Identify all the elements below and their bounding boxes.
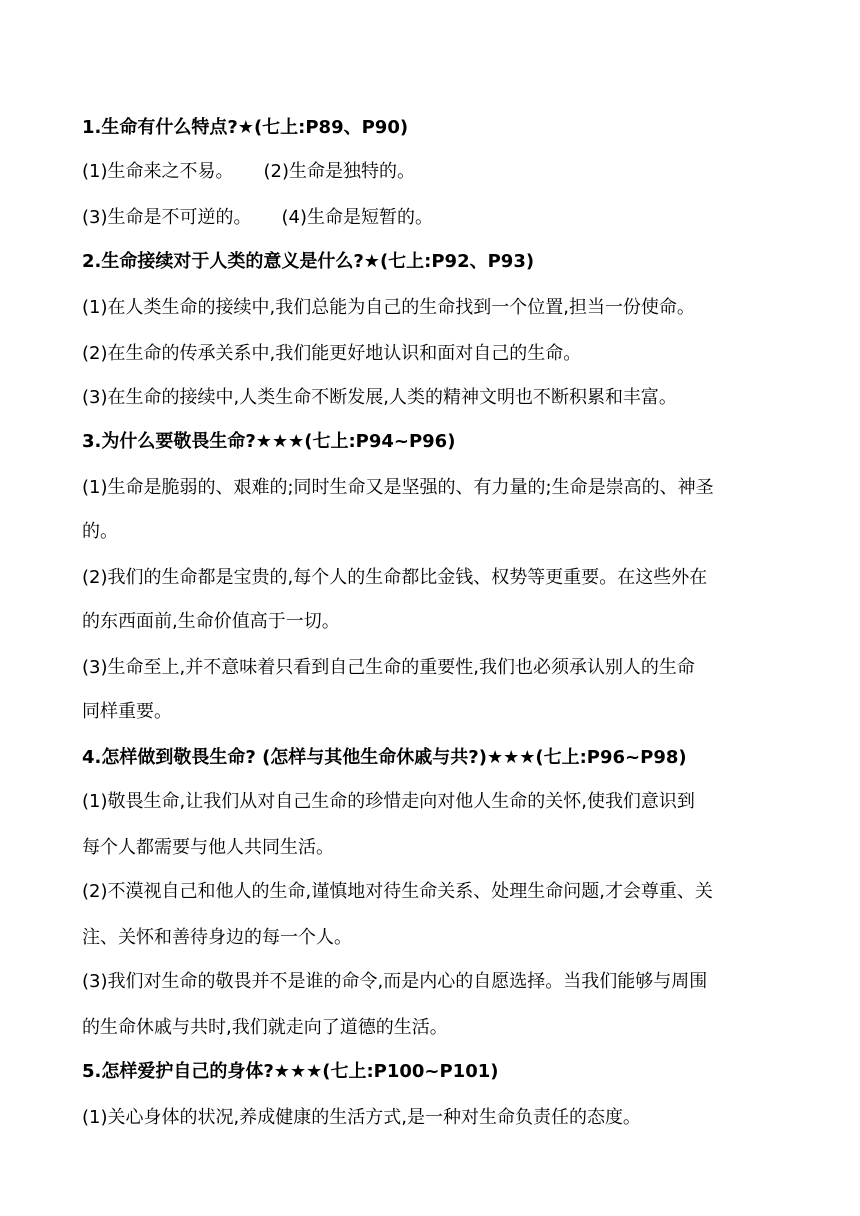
list-item: (2)不漠视自己和他人的生命,谨慎地对待生命关系、处理生命问题,才会尊重、关: [82, 881, 713, 902]
list-item: (1)生命是脆弱的、艰难的;同时生命又是坚强的、有力量的;生命是崇高的、神圣: [82, 477, 714, 498]
list-item-continuation: 的。: [82, 521, 118, 542]
list-item: (4)生命是短暂的。: [281, 207, 433, 228]
list-item: (1)敬畏生命,让我们从对自己生命的珍惜走向对他人生命的关怀,使我们意识到: [82, 791, 695, 812]
list-item: (3)在生命的接续中,人类生命不断发展,人类的精神文明也不断积累和丰富。: [82, 387, 677, 408]
section-heading: 1.生命有什么特点?★(七上:P89、P90): [82, 117, 409, 138]
list-item-continuation: 注、关怀和善待身边的每一个人。: [82, 927, 352, 948]
section-heading: 4.怎样做到敬畏生命? (怎样与其他生命休戚与共?)★★★(七上:P96~P98): [82, 747, 687, 768]
list-item: (3)生命是不可逆的。: [82, 207, 252, 228]
list-item: (3)我们对生命的敬畏并不是谁的命令,而是内心的自愿选择。当我们能够与周围: [82, 971, 708, 992]
list-item-continuation: 的生命休戚与共时,我们就走向了道德的生活。: [82, 1017, 448, 1038]
section-heading: 5.怎样爱护自己的身体?★★★(七上:P100~P101): [82, 1061, 499, 1082]
list-item-row: [82, 206, 782, 230]
list-item: (2)我们的生命都是宝贵的,每个人的生命都比金钱、权势等更重要。在这些外在: [82, 567, 708, 588]
list-item: (2)生命是独特的。: [263, 161, 415, 182]
list-item: (1)关心身体的状况,养成健康的生活方式,是一种对生命负责任的态度。: [82, 1107, 641, 1128]
list-item-continuation: 每个人都需要与他人共同生活。: [82, 837, 334, 858]
list-item: (1)在人类生命的接续中,我们总能为自己的生命找到一个位置,担当一份使命。: [82, 297, 695, 318]
list-item: (1)生命来之不易。: [82, 161, 234, 182]
list-item: (2)在生命的传承关系中,我们能更好地认识和面对自己的生命。: [82, 343, 582, 364]
section-heading: 3.为什么要敬畏生命?★★★(七上:P94~P96): [82, 431, 456, 452]
list-item: (3)生命至上,并不意味着只看到自己生命的重要性,我们也必须承认别人的生命: [82, 657, 695, 678]
section-heading: 2.生命接续对于人类的意义是什么?★(七上:P92、P93): [82, 251, 535, 272]
list-item-continuation: 的东西面前,生命价值高于一切。: [82, 611, 340, 632]
list-item-row: [82, 160, 782, 184]
list-item-continuation: 同样重要。: [82, 701, 172, 722]
